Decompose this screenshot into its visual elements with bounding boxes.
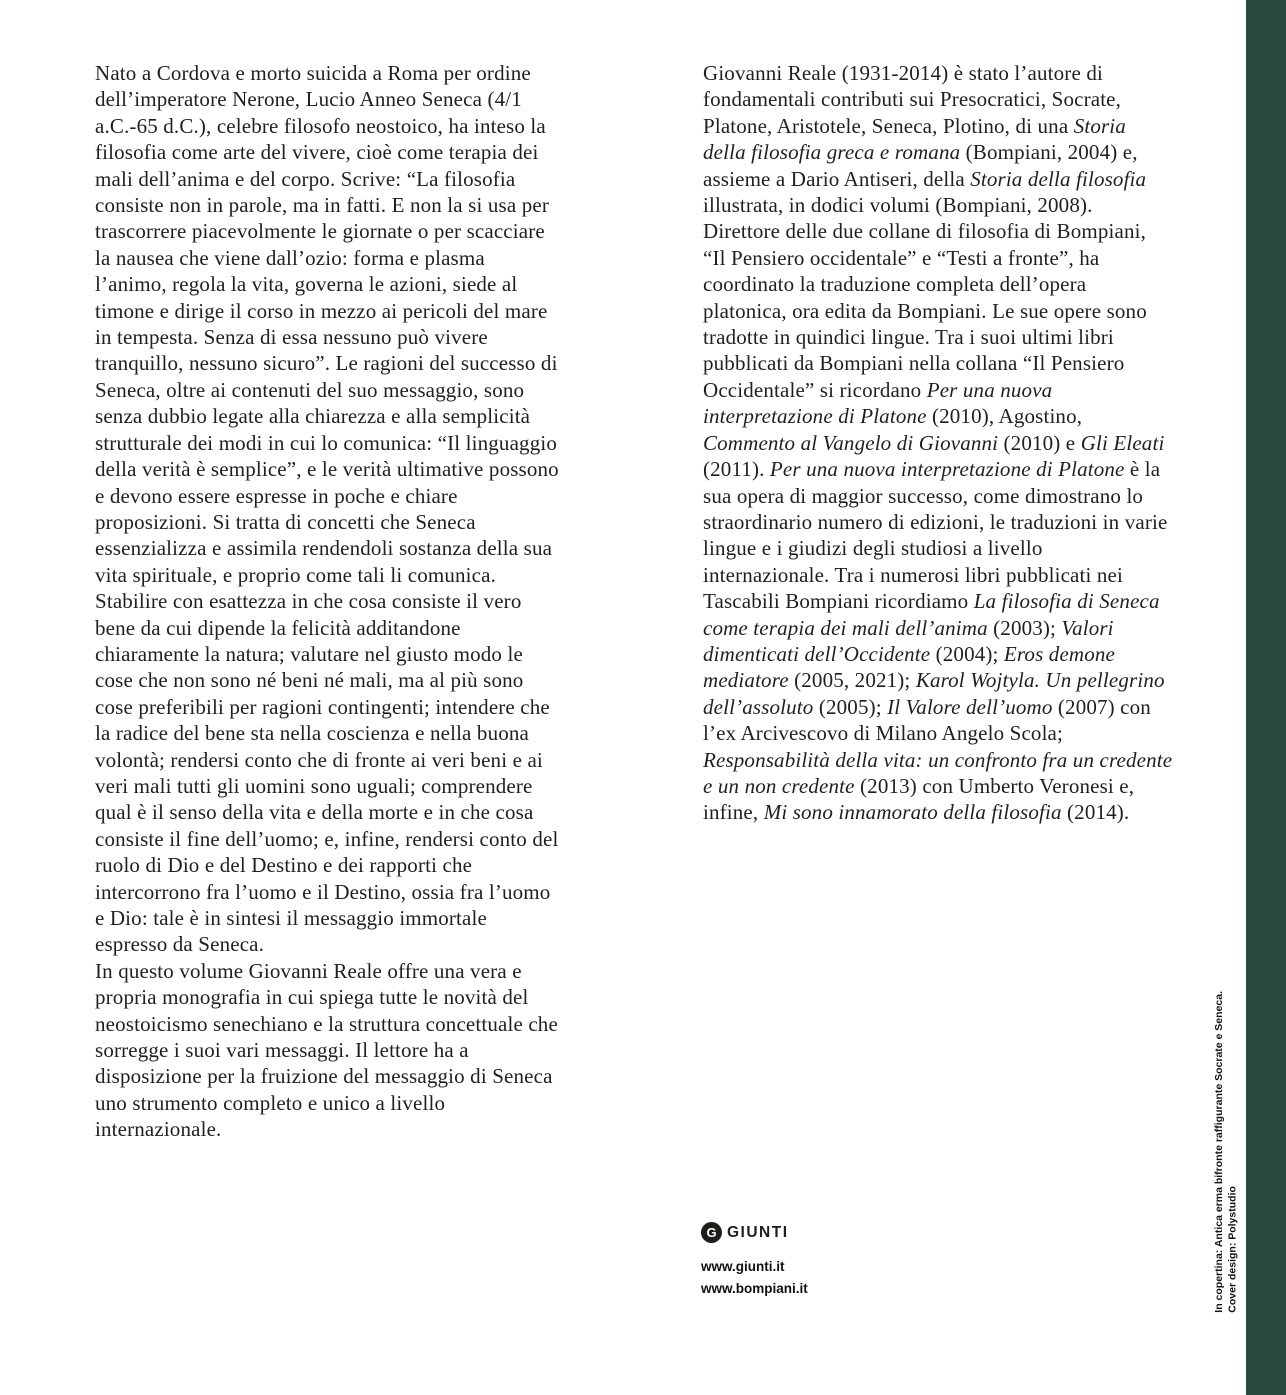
bompiani-website: www.bompiani.it [701, 1281, 808, 1297]
giunti-logo-icon: G [701, 1222, 722, 1243]
seneca-paragraph-2: Stabilire con esattezza in che cosa consiste il vero bene da cui dipende la felicità additandone chiaramente la natura; valutare nel giusto modo le cose che non sono né beni né mali, ma al più sono cose preferibili per ragioni contingenti; intendere che la radice del bene sta nella coscienza e nella buona volontà; rendersi conto che di fronte ai veri beni e ai veri mali tutti gli uomini sono uguali; comprendere qual è il senso della vita e della morte e in che cosa consiste il fine dell’uomo; e, infine, rendersi conto del ruolo di Dio e del Destino e dei rapporti che intercorrono fra l’uomo e il Destino, ossia fra l’uomo e Dio: tale è in sintesi il messaggio immortale espresso da Seneca. [95, 589, 559, 957]
cover-credits [1213, 991, 1240, 1313]
publisher-block [701, 1222, 808, 1301]
publisher-websites [701, 1256, 808, 1301]
giunti-logo-text: GIUNTI [727, 1223, 789, 1241]
cover-credit-line-1: In copertina: Antica erma bifronte raffigurante Socrate e Seneca. [1212, 991, 1225, 1313]
author-bio-text: Giovanni Reale (1931-2014) è stato l’autore di fondamentali contributi sui Presocratici, Socrate, Platone, Aristotele, Seneca, Plotino, di una Storia della filosofia greca e romana (Bompiani, 2004) e, assieme a Dario Antiseri, della Storia della filosofia illustrata, in dodici volumi (Bompiani, 2008). Direttore delle due collane di filosofia di Bompiani, “Il Pensiero occidentale” e “Testi a fronte”, ha coordinato la traduzione completa dell’opera platonica, ora edita da Bompiani. Le sue opere sono tradotte in quindici lingue. Tra i suoi ultimi libri pubblicati da Bompiani nella collana “Il Pensiero Occidentale” si ricordano Per una nuova interpretazione di Platone (2010), Agostino, Commento al Vangelo di Giovanni (2010) e Gli Eleati (2011). Per una nuova interpretazione di Platone è la sua opera di maggior successo, come dimostrano lo straordinario numero di edizioni, le traduzioni in varie lingue e i giudizi degli studiosi a livello internazionale. Tra i numerosi libri pubblicati nei Tascabili Bompiani ricordiamo La filosofia di Seneca come terapia dei mali dell’anima (2003); Valori dimenticati dell’Occidente (2004); Eros demone mediatore (2005, 2021); Karol Wojtyla. Un pellegrino dell’assoluto (2005); Il Valore dell’uomo (2007) con l’ex Arcivescovo di Milano Angelo Scola; Responsabilità della vita: un confronto fra un credente e un non credente (2013) con Umberto Veronesi e, infine, Mi sono innamorato della filosofia (2014). [703, 61, 1173, 825]
seneca-bio-column [95, 60, 559, 1143]
seneca-paragraph-1: Nato a Cordova e morto suicida a Roma per ordine dell’imperatore Nerone, Lucio Anneo Seneca (4/1 a.C.-65 d.C.), celebre filosofo neostoico, ha inteso la filosofia come arte del vivere, cioè come terapia dei mali dell’anima e del corpo. Scrive: “La filosofia consiste non in parole, ma in fatti. E non la si usa per trascorrere piacevolmente le giornate o per scacciare la nausea che viene dall’ozio: forma e plasma l’animo, regola la vita, governa le azioni, siede al timone e dirige il corso in mezzo ai pericoli del mare in tempesta. Senza di essa nessuno può vivere tranquillo, nessuno sicuro”. Le ragioni del successo di Seneca, oltre ai contenuti del suo messaggio, sono senza dubbio legate alla chiarezza e alla semplicità strutturale dei modi in cui lo comunica: “Il linguaggio della verità è semplice”, e le verità ultimative possono e devono essere espresse in poche e chiare proposizioni. Si tratta di concetti che Seneca essenzializza e assimila rendendoli sostanza della sua vita spirituale, e proprio come tali li comunica. [95, 61, 559, 587]
spine-bar [1246, 0, 1286, 1395]
seneca-paragraph-3: In questo volume Giovanni Reale offre una vera e propria monografia in cui spiega tutte le novità del neostoicismo senechiano e la struttura concettuale che sorregge i suoi vari messaggi. Il lettore ha a disposizione per la fruizione del messaggio di Seneca uno strumento completo e unico a livello internazionale. [95, 958, 558, 1142]
cover-credit-line-2: Cover design: Polystudio [1226, 1186, 1239, 1313]
giunti-logo [701, 1222, 808, 1243]
author-bio-column [703, 60, 1173, 826]
giunti-website: www.giunti.it [701, 1259, 785, 1274]
